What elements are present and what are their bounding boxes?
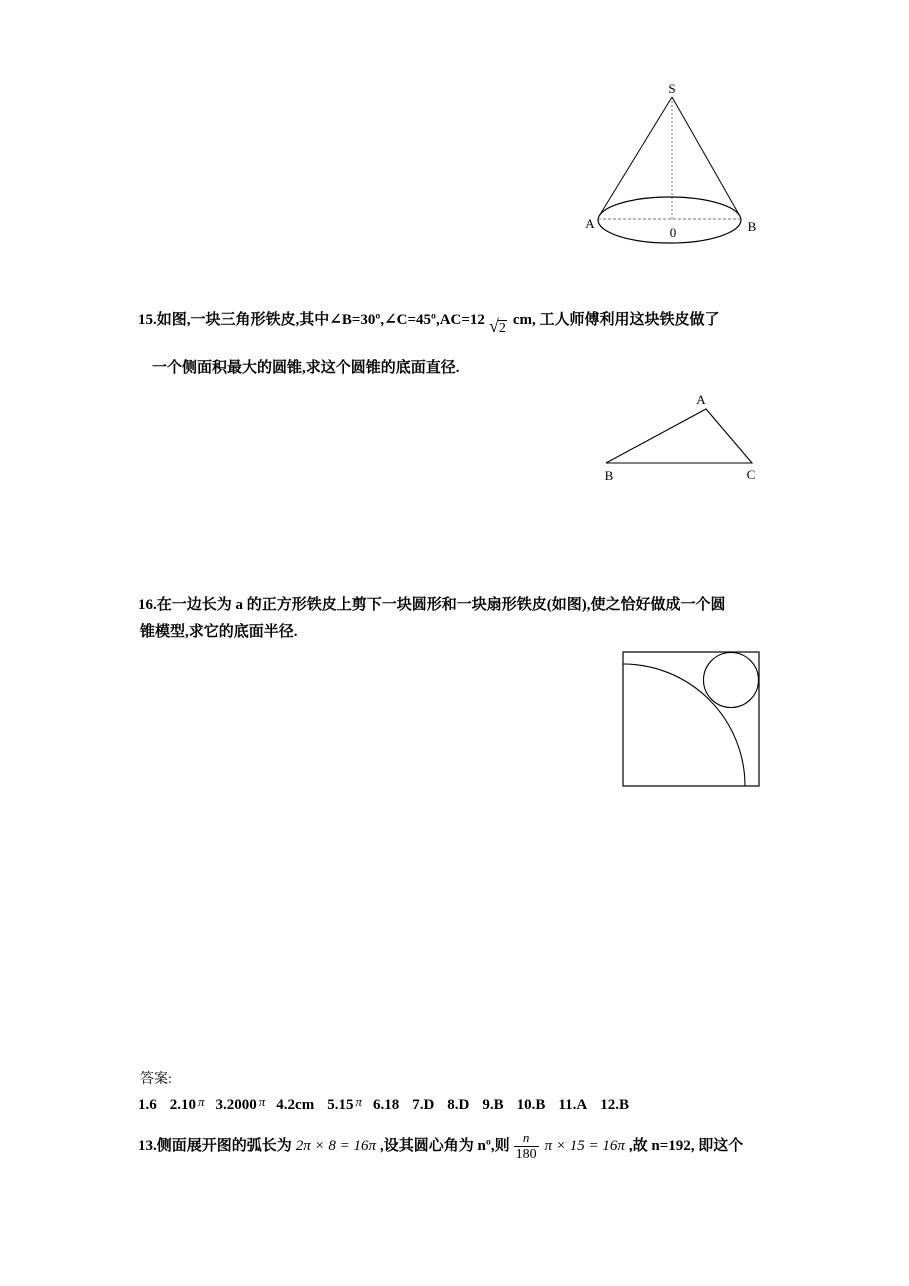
answer-item: 3.2000 π: [215, 1094, 266, 1113]
answer-item: 9.B: [482, 1097, 504, 1113]
vertex-c-label: C: [746, 467, 756, 482]
square-sector-figure: [615, 645, 765, 795]
vertex-b-label: B: [604, 468, 614, 483]
fraction-numerator: n: [522, 1130, 530, 1145]
answer-13-text-a: 13.侧面展开图的弧长为: [138, 1137, 292, 1154]
answer-13-text-b: ,设其圆心角为 nº,则: [380, 1137, 510, 1154]
problem-15-line-2: 一个侧面积最大的圆锥,求这个圆锥的底面直径.: [152, 360, 460, 376]
answer-13-line: [138, 1131, 743, 1162]
radicand: 2: [498, 321, 506, 336]
answer-item: 7.D: [412, 1097, 435, 1113]
answer-item: 2.10 π: [169, 1094, 205, 1113]
problem-15-text-a: 15.如图,一块三角形铁皮,其中∠B=30º,∠C=45º,AC=12: [138, 312, 485, 328]
point-a-label: A: [585, 216, 595, 231]
triangle-figure: [595, 390, 765, 485]
problem-16-line-2: 锥模型,求它的底面半径.: [140, 624, 298, 640]
answer-item: 4.2cm: [276, 1097, 315, 1113]
center-label: 0: [669, 225, 677, 240]
fraction: [514, 1131, 539, 1162]
apex-label: S: [668, 81, 676, 96]
sector-arc: [623, 664, 745, 786]
answer-item: 12.B: [600, 1097, 629, 1113]
answer-item: 1.6: [138, 1097, 157, 1113]
arc-length-formula: 2π × 8 = 16π: [295, 1137, 377, 1154]
vertex-a-label: A: [696, 392, 706, 407]
square-sheet: [623, 652, 759, 786]
fraction-denominator: 180: [515, 1147, 537, 1162]
problem-15-text-b: cm, 工人师傅利用这块铁皮做了: [512, 312, 720, 328]
problem-15-line-1: [138, 311, 719, 337]
answer-item: 10.B: [516, 1097, 546, 1113]
answer-item: 6.18: [372, 1097, 400, 1113]
answers-heading: 答案:: [140, 1072, 172, 1087]
answer-item: 11.A: [558, 1097, 588, 1113]
small-circle: [704, 653, 759, 708]
triangle-abc: [606, 409, 752, 463]
sqrt-expression: [489, 317, 507, 337]
answer-item: 5.15 π: [327, 1094, 362, 1113]
answers-list: [138, 1096, 642, 1114]
cone-left-edge: [599, 97, 672, 216]
radical-sign: √: [488, 316, 499, 336]
angle-equation-formula: π × 15 = 16π: [544, 1137, 625, 1154]
problem-16-line-1: 16.在一边长为 a 的正方形铁皮上剪下一块圆形和一块扇形铁皮(如图),使之恰好做成一个圆: [138, 597, 726, 613]
answer-13-text-c: ,故 n=192, 即这个: [628, 1137, 744, 1154]
answer-item: 8.D: [447, 1097, 470, 1113]
point-b-label: B: [747, 219, 757, 234]
cone-figure: [570, 75, 770, 255]
